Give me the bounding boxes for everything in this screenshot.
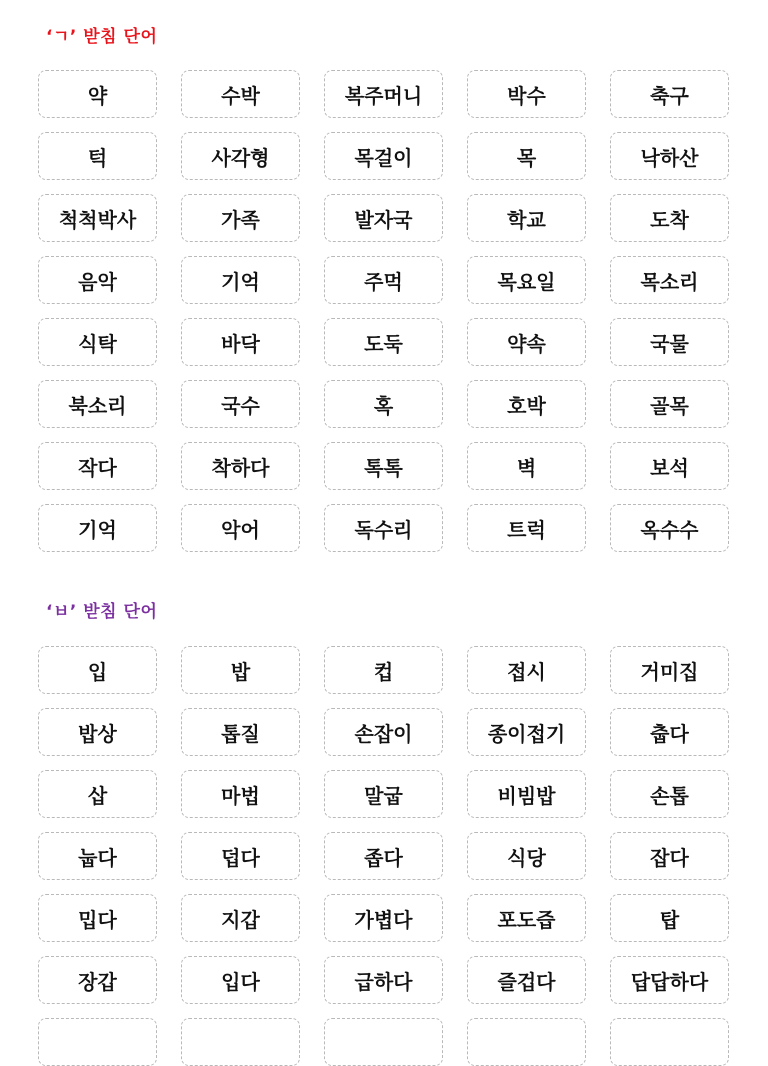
- word-card: 손잡이: [324, 708, 443, 756]
- word-card: 손톱: [610, 770, 729, 818]
- word-card: 눕다: [38, 832, 157, 880]
- word-card: 마법: [181, 770, 300, 818]
- word-card: 말굽: [324, 770, 443, 818]
- word-card: 사각형: [181, 132, 300, 180]
- word-card: 포도즙: [467, 894, 586, 942]
- word-card: 목: [467, 132, 586, 180]
- word-card: 답답하다: [610, 956, 729, 1004]
- word-card: 주먹: [324, 256, 443, 304]
- word-card: 옥수수: [610, 504, 729, 552]
- word-grid: [38, 646, 729, 1066]
- section-title: ‘ㄱ’ 받침 단어: [46, 27, 158, 47]
- word-card: 기억: [181, 256, 300, 304]
- word-card: 컵: [324, 646, 443, 694]
- word-card: [181, 1018, 300, 1066]
- word-card: 국수: [181, 380, 300, 428]
- word-card: 밥: [181, 646, 300, 694]
- word-card: 잡다: [610, 832, 729, 880]
- word-card: 박수: [467, 70, 586, 118]
- word-card: 입다: [181, 956, 300, 1004]
- word-card: 종이접기: [467, 708, 586, 756]
- word-card: 기억: [38, 504, 157, 552]
- section-title: ‘ㅂ’ 받침 단어: [46, 602, 158, 622]
- word-card: 골목: [610, 380, 729, 428]
- word-card: [324, 1018, 443, 1066]
- word-card: 탑: [610, 894, 729, 942]
- word-card: 즐겁다: [467, 956, 586, 1004]
- word-card: 국물: [610, 318, 729, 366]
- word-card: 벽: [467, 442, 586, 490]
- word-card: 바닥: [181, 318, 300, 366]
- word-card: 턱: [38, 132, 157, 180]
- word-card: 장갑: [38, 956, 157, 1004]
- word-card: 덥다: [181, 832, 300, 880]
- word-card: [38, 1018, 157, 1066]
- word-card: 척척박사: [38, 194, 157, 242]
- word-card: 착하다: [181, 442, 300, 490]
- word-card: 식탁: [38, 318, 157, 366]
- word-card: 트럭: [467, 504, 586, 552]
- word-card: 비빔밥: [467, 770, 586, 818]
- word-card: [467, 1018, 586, 1066]
- word-card: 톱질: [181, 708, 300, 756]
- word-card: 톡톡: [324, 442, 443, 490]
- word-card: 독수리: [324, 504, 443, 552]
- word-card: 악어: [181, 504, 300, 552]
- word-card: 밥상: [38, 708, 157, 756]
- word-card: 수박: [181, 70, 300, 118]
- word-card: 거미집: [610, 646, 729, 694]
- word-card: 급하다: [324, 956, 443, 1004]
- word-card: 삽: [38, 770, 157, 818]
- word-card: 도착: [610, 194, 729, 242]
- word-card: 음악: [38, 256, 157, 304]
- word-card: 가볍다: [324, 894, 443, 942]
- word-grid: [38, 70, 729, 552]
- word-card: 춥다: [610, 708, 729, 756]
- word-card: 접시: [467, 646, 586, 694]
- word-card: 목소리: [610, 256, 729, 304]
- word-card: 호박: [467, 380, 586, 428]
- word-card: 약속: [467, 318, 586, 366]
- word-card: 지갑: [181, 894, 300, 942]
- word-card: 목걸이: [324, 132, 443, 180]
- word-card: 발자국: [324, 194, 443, 242]
- word-card: 복주머니: [324, 70, 443, 118]
- word-card: 낙하산: [610, 132, 729, 180]
- word-card: 식당: [467, 832, 586, 880]
- word-card: 축구: [610, 70, 729, 118]
- word-card: 좁다: [324, 832, 443, 880]
- word-card: 도둑: [324, 318, 443, 366]
- word-card: 입: [38, 646, 157, 694]
- word-card: [610, 1018, 729, 1066]
- word-card: 학교: [467, 194, 586, 242]
- word-card: 목요일: [467, 256, 586, 304]
- word-card: 밉다: [38, 894, 157, 942]
- word-card: 약: [38, 70, 157, 118]
- word-card: 작다: [38, 442, 157, 490]
- word-card: 혹: [324, 380, 443, 428]
- word-card: 가족: [181, 194, 300, 242]
- word-card: 보석: [610, 442, 729, 490]
- word-card: 북소리: [38, 380, 157, 428]
